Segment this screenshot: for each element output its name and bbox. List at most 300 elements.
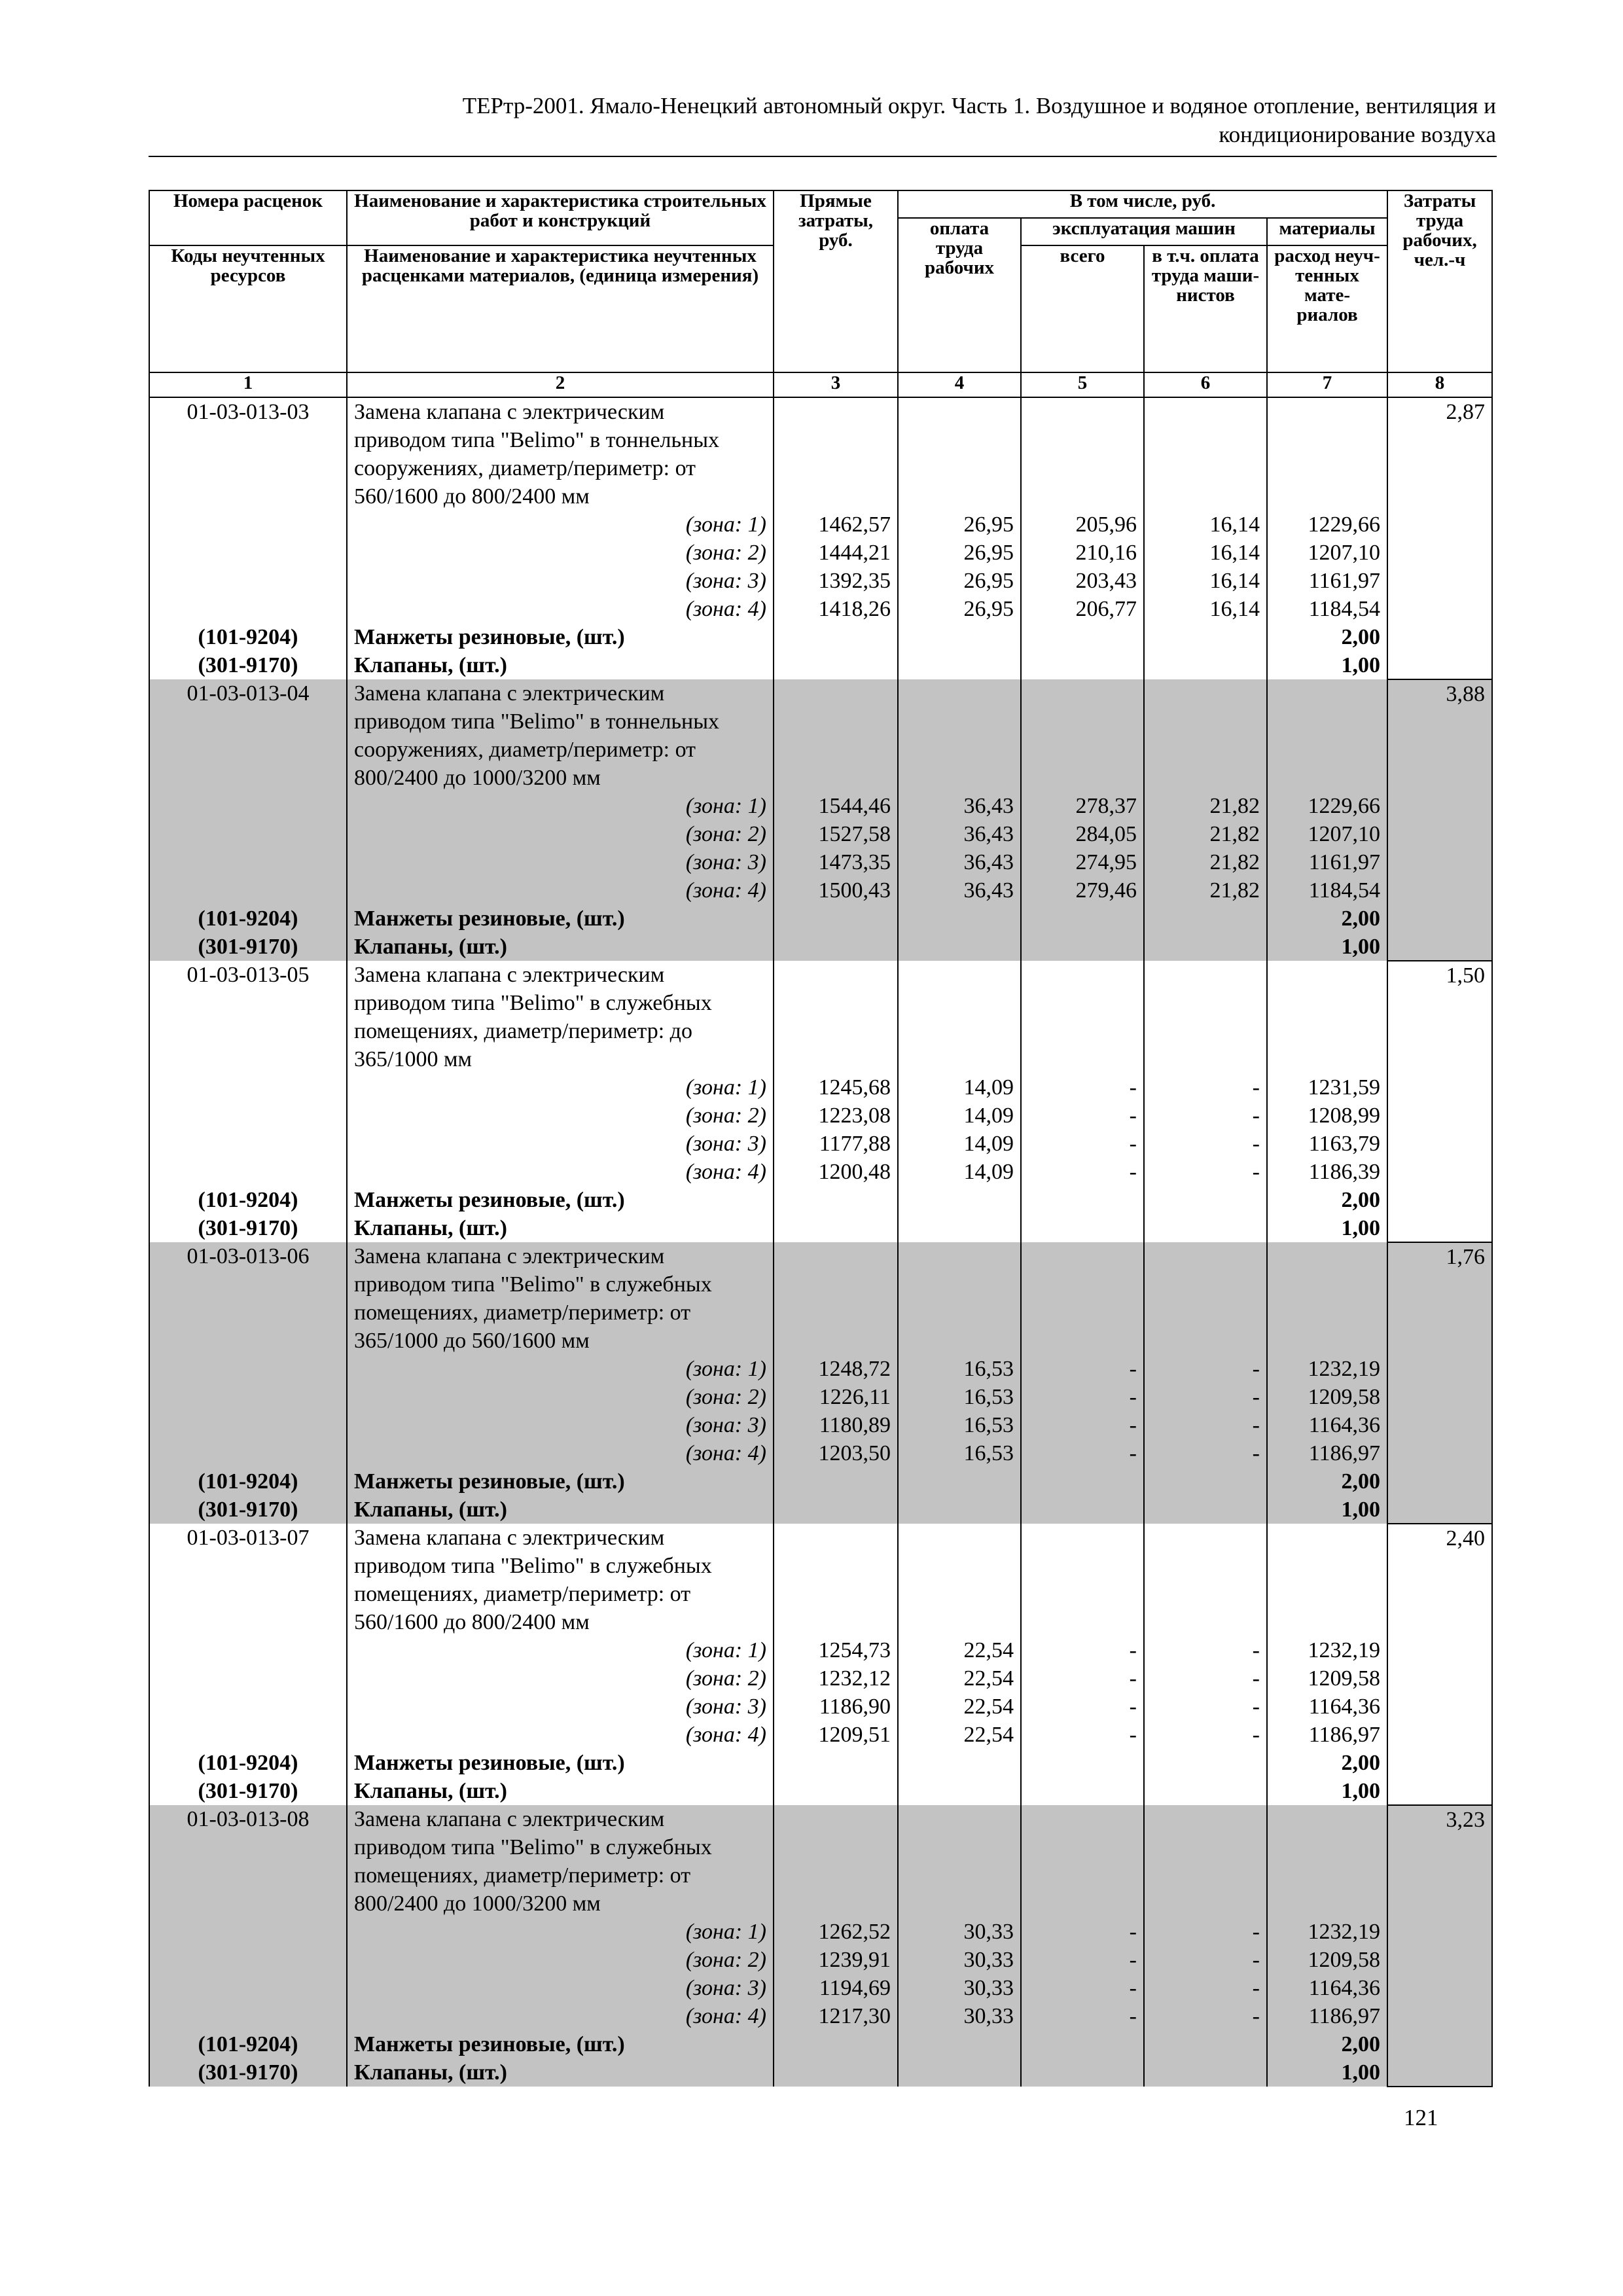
machinist-wages: 16,14: [1144, 595, 1267, 623]
rate-code-cont: [149, 1608, 347, 1636]
zone-label: (зона: 1): [347, 792, 774, 820]
empty-cell: [1021, 651, 1144, 679]
empty-cell: [1021, 933, 1144, 961]
empty-cell: [774, 679, 898, 708]
materials-cost: 1186,39: [1267, 1158, 1387, 1186]
work-description-line: Замена клапана с электрическим: [347, 397, 774, 426]
header-line-2: кондиционирование воздуха: [1219, 122, 1496, 147]
empty-cell: [1021, 1327, 1144, 1355]
table-row: [149, 1102, 1492, 1130]
machines-total: -: [1021, 1664, 1144, 1693]
empty-cell: [898, 482, 1021, 511]
rate-code-cont: [149, 1270, 347, 1299]
worker-wages: 30,33: [898, 2002, 1021, 2030]
machinist-wages: -: [1144, 1974, 1267, 2002]
empty-cell: [898, 736, 1021, 764]
empty-cell: [1144, 1242, 1267, 1270]
empty-cell: [1021, 679, 1144, 708]
worker-wages: 26,95: [898, 595, 1021, 623]
table-row: [149, 1411, 1492, 1439]
empty-cell: [1144, 1608, 1267, 1636]
empty-cell: [774, 397, 898, 426]
table-row: [149, 1693, 1492, 1721]
empty-cell: [1021, 1749, 1144, 1777]
rate-code-cont: [149, 876, 347, 905]
materials-cost: 1232,19: [1267, 1355, 1387, 1383]
col-material-name-header: Наименование и характеристика неучтенных расценками материалов, (единица измерения): [347, 245, 774, 372]
machines-total: 279,46: [1021, 876, 1144, 905]
rate-code-cont: [149, 1017, 347, 1045]
empty-cell: [774, 1524, 898, 1552]
header-rule: [149, 156, 1497, 157]
materials-cost: 1164,36: [1267, 1693, 1387, 1721]
empty-cell: [1144, 2030, 1267, 2058]
empty-cell: [1267, 454, 1387, 482]
empty-cell: [1267, 1017, 1387, 1045]
empty-cell: [898, 1552, 1021, 1580]
table-row: [149, 1467, 1492, 1496]
table-row: [149, 1496, 1492, 1524]
table-row: [149, 1861, 1492, 1890]
work-description-line: сооружениях, диаметр/периметр: от: [347, 736, 774, 764]
empty-cell: [774, 1749, 898, 1777]
empty-cell: [898, 623, 1021, 651]
table-row: [149, 2002, 1492, 2030]
machines-total: -: [1021, 2002, 1144, 2030]
table-row: [149, 1073, 1492, 1102]
rate-code: 01-03-013-05: [149, 961, 347, 989]
resource-code: (101-9204): [149, 623, 347, 651]
table-row: [149, 1158, 1492, 1186]
zone-label: (зона: 3): [347, 1693, 774, 1721]
table-row: [149, 1186, 1492, 1214]
rate-code-cont: [149, 1552, 347, 1580]
empty-cell: [1144, 1186, 1267, 1214]
resource-name: Манжеты резиновые, (шт.): [347, 623, 774, 651]
labor-cost: 2,40: [1387, 1524, 1492, 1805]
empty-cell: [898, 1299, 1021, 1327]
work-description-line: Замена клапана с электрическим: [347, 1242, 774, 1270]
rate-code-cont: [149, 1327, 347, 1355]
resource-name: Клапаны, (шт.): [347, 2058, 774, 2087]
empty-cell: [1021, 905, 1144, 933]
table-row: [149, 1636, 1492, 1664]
empty-cell: [1144, 651, 1267, 679]
table-row: [149, 595, 1492, 623]
direct-costs: 1527,58: [774, 820, 898, 848]
resource-quantity: 2,00: [1267, 1749, 1387, 1777]
empty-cell: [898, 2030, 1021, 2058]
empty-cell: [774, 764, 898, 792]
rate-code-cont: [149, 1439, 347, 1467]
rate-code-cont: [149, 1693, 347, 1721]
empty-cell: [1144, 1805, 1267, 1833]
machines-total: -: [1021, 1411, 1144, 1439]
direct-costs: 1217,30: [774, 2002, 898, 2030]
table-row: [149, 651, 1492, 679]
empty-cell: [774, 1580, 898, 1608]
rate-code: 01-03-013-04: [149, 679, 347, 708]
table-row: [149, 1833, 1492, 1861]
machines-total: -: [1021, 1636, 1144, 1664]
machinist-wages: -: [1144, 1383, 1267, 1411]
machines-total: 274,95: [1021, 848, 1144, 876]
machines-total: 203,43: [1021, 567, 1144, 595]
work-description-line: 560/1600 до 800/2400 мм: [347, 482, 774, 511]
rate-code-cont: [149, 1158, 347, 1186]
work-description-line: сооружениях, диаметр/периметр: от: [347, 454, 774, 482]
rate-code-cont: [149, 539, 347, 567]
rate-code: 01-03-013-06: [149, 1242, 347, 1270]
materials-cost: 1229,66: [1267, 792, 1387, 820]
rate-code-cont: [149, 989, 347, 1017]
empty-cell: [898, 1214, 1021, 1242]
zone-label: (зона: 1): [347, 1636, 774, 1664]
materials-cost: 1207,10: [1267, 539, 1387, 567]
empty-cell: [774, 426, 898, 454]
machines-total: 278,37: [1021, 792, 1144, 820]
materials-cost: 1163,79: [1267, 1130, 1387, 1158]
empty-cell: [1021, 1045, 1144, 1073]
materials-cost: 1209,58: [1267, 1383, 1387, 1411]
worker-wages: 36,43: [898, 792, 1021, 820]
resource-quantity: 1,00: [1267, 1496, 1387, 1524]
empty-cell: [1021, 1242, 1144, 1270]
col-rate-numbers-header: Номера расценок: [149, 190, 347, 245]
empty-cell: [1144, 1552, 1267, 1580]
direct-costs: 1500,43: [774, 876, 898, 905]
resource-code: (301-9170): [149, 1777, 347, 1805]
table-row: [149, 482, 1492, 511]
rate-code-cont: [149, 1355, 347, 1383]
empty-cell: [774, 1467, 898, 1496]
machinist-wages: 21,82: [1144, 876, 1267, 905]
rate-code-cont: [149, 2002, 347, 2030]
direct-costs: 1444,21: [774, 539, 898, 567]
empty-cell: [774, 1805, 898, 1833]
empty-cell: [1021, 397, 1144, 426]
empty-cell: [898, 1833, 1021, 1861]
machines-total: 284,05: [1021, 820, 1144, 848]
machinist-wages: 21,82: [1144, 792, 1267, 820]
rate-code-cont: [149, 1974, 347, 2002]
empty-cell: [898, 2058, 1021, 2087]
empty-cell: [898, 1242, 1021, 1270]
machines-total: -: [1021, 1974, 1144, 2002]
empty-cell: [1144, 1214, 1267, 1242]
worker-wages: 36,43: [898, 848, 1021, 876]
empty-cell: [774, 1890, 898, 1918]
worker-wages: 36,43: [898, 876, 1021, 905]
empty-cell: [1267, 1833, 1387, 1861]
direct-costs: 1245,68: [774, 1073, 898, 1102]
table-row: [149, 1552, 1492, 1580]
table-row: [149, 1214, 1492, 1242]
table-row: [149, 933, 1492, 961]
empty-cell: [774, 1186, 898, 1214]
work-description-line: помещениях, диаметр/периметр: от: [347, 1861, 774, 1890]
empty-cell: [774, 1777, 898, 1805]
empty-cell: [1144, 482, 1267, 511]
resource-code: (301-9170): [149, 2058, 347, 2087]
table-row: [149, 1017, 1492, 1045]
col-labor-header: Затраты труда рабочих, чел.-ч: [1387, 190, 1492, 372]
worker-wages: 16,53: [898, 1383, 1021, 1411]
empty-cell: [1021, 1299, 1144, 1327]
table-row: [149, 623, 1492, 651]
empty-cell: [1144, 1749, 1267, 1777]
empty-cell: [1144, 623, 1267, 651]
zone-label: (зона: 1): [347, 1073, 774, 1102]
empty-cell: [1021, 1017, 1144, 1045]
table-row: [149, 511, 1492, 539]
col-resource-codes-header: Коды неучтенных ресурсов: [149, 245, 347, 372]
table-row: [149, 1270, 1492, 1299]
machines-total: -: [1021, 1158, 1144, 1186]
empty-cell: [1021, 454, 1144, 482]
worker-wages: 14,09: [898, 1130, 1021, 1158]
empty-cell: [1021, 1524, 1144, 1552]
col-number: 2: [347, 372, 774, 397]
table-row: [149, 539, 1492, 567]
zone-label: (зона: 2): [347, 1664, 774, 1693]
table-row: [149, 1974, 1492, 2002]
page-number: 121: [1404, 2105, 1438, 2130]
labor-cost: 1,76: [1387, 1242, 1492, 1524]
table-row: [149, 792, 1492, 820]
empty-cell: [774, 1327, 898, 1355]
zone-label: (зона: 3): [347, 567, 774, 595]
zone-label: (зона: 2): [347, 1383, 774, 1411]
machines-total: -: [1021, 1383, 1144, 1411]
worker-wages: 14,09: [898, 1073, 1021, 1102]
materials-cost: 1184,54: [1267, 595, 1387, 623]
worker-wages: 22,54: [898, 1721, 1021, 1749]
rate-code-cont: [149, 426, 347, 454]
empty-cell: [898, 1496, 1021, 1524]
empty-cell: [1144, 1890, 1267, 1918]
empty-cell: [1021, 1467, 1144, 1496]
table-row: [149, 876, 1492, 905]
empty-cell: [1021, 708, 1144, 736]
resource-name: Клапаны, (шт.): [347, 1214, 774, 1242]
table-row: [149, 1580, 1492, 1608]
zone-label: (зона: 2): [347, 539, 774, 567]
empty-cell: [898, 1805, 1021, 1833]
materials-cost: 1207,10: [1267, 820, 1387, 848]
table-row: [149, 2030, 1492, 2058]
empty-cell: [1267, 1805, 1387, 1833]
empty-cell: [1144, 1580, 1267, 1608]
machinist-wages: -: [1144, 1073, 1267, 1102]
empty-cell: [898, 1608, 1021, 1636]
empty-cell: [1144, 1777, 1267, 1805]
resource-quantity: 1,00: [1267, 1777, 1387, 1805]
empty-cell: [774, 1270, 898, 1299]
worker-wages: 36,43: [898, 820, 1021, 848]
direct-costs: 1177,88: [774, 1130, 898, 1158]
table-row: [149, 961, 1492, 989]
worker-wages: 26,95: [898, 539, 1021, 567]
direct-costs: 1200,48: [774, 1158, 898, 1186]
machinist-wages: -: [1144, 1102, 1267, 1130]
empty-cell: [1267, 736, 1387, 764]
table-row: [149, 1890, 1492, 1918]
zone-label: (зона: 4): [347, 595, 774, 623]
direct-costs: 1254,73: [774, 1636, 898, 1664]
materials-cost: 1229,66: [1267, 511, 1387, 539]
empty-cell: [1267, 1299, 1387, 1327]
direct-costs: 1462,57: [774, 511, 898, 539]
empty-cell: [898, 1861, 1021, 1890]
machinist-wages: 16,14: [1144, 539, 1267, 567]
resource-quantity: 1,00: [1267, 1214, 1387, 1242]
empty-cell: [1267, 1327, 1387, 1355]
empty-cell: [1021, 736, 1144, 764]
table-row: [149, 764, 1492, 792]
rate-code-cont: [149, 1721, 347, 1749]
empty-cell: [898, 961, 1021, 989]
col-number: 3: [774, 372, 898, 397]
machinist-wages: 16,14: [1144, 511, 1267, 539]
empty-cell: [1144, 905, 1267, 933]
empty-cell: [1144, 426, 1267, 454]
empty-cell: [898, 454, 1021, 482]
resource-name: Клапаны, (шт.): [347, 1496, 774, 1524]
materials-cost: 1164,36: [1267, 1411, 1387, 1439]
work-description-line: приводом типа "Belimo" в тоннельных: [347, 426, 774, 454]
machines-total: 210,16: [1021, 539, 1144, 567]
resource-code: (301-9170): [149, 1496, 347, 1524]
worker-wages: 16,53: [898, 1355, 1021, 1383]
resource-quantity: 2,00: [1267, 905, 1387, 933]
empty-cell: [1021, 1833, 1144, 1861]
work-description-line: приводом типа "Belimo" в тоннельных: [347, 708, 774, 736]
worker-wages: 26,95: [898, 567, 1021, 595]
machines-total: -: [1021, 1439, 1144, 1467]
work-description-line: 365/1000 мм: [347, 1045, 774, 1073]
rate-code-cont: [149, 1833, 347, 1861]
empty-cell: [898, 989, 1021, 1017]
rate-code-cont: [149, 511, 347, 539]
table-row: [149, 1918, 1492, 1946]
rate-code-cont: [149, 820, 347, 848]
empty-cell: [898, 1890, 1021, 1918]
machinist-wages: -: [1144, 1946, 1267, 1974]
table-row: [149, 1383, 1492, 1411]
empty-cell: [1021, 1552, 1144, 1580]
empty-cell: [1021, 764, 1144, 792]
zone-label: (зона: 4): [347, 876, 774, 905]
resource-quantity: 2,00: [1267, 2030, 1387, 2058]
direct-costs: 1248,72: [774, 1355, 898, 1383]
table-row: [149, 1946, 1492, 1974]
resource-code: (101-9204): [149, 1467, 347, 1496]
empty-cell: [1021, 426, 1144, 454]
empty-cell: [898, 1327, 1021, 1355]
table-row: [149, 397, 1492, 426]
direct-costs: 1194,69: [774, 1974, 898, 2002]
direct-costs: 1209,51: [774, 1721, 898, 1749]
zone-label: (зона: 4): [347, 1439, 774, 1467]
resource-quantity: 1,00: [1267, 933, 1387, 961]
empty-cell: [1267, 1045, 1387, 1073]
materials-cost: 1232,19: [1267, 1918, 1387, 1946]
machinist-wages: -: [1144, 1355, 1267, 1383]
zone-label: (зона: 1): [347, 511, 774, 539]
direct-costs: 1239,91: [774, 1946, 898, 1974]
empty-cell: [1021, 2058, 1144, 2087]
zone-label: (зона: 1): [347, 1918, 774, 1946]
table-row: [149, 1664, 1492, 1693]
empty-cell: [774, 1214, 898, 1242]
worker-wages: 30,33: [898, 1946, 1021, 1974]
empty-cell: [898, 1749, 1021, 1777]
rate-code-cont: [149, 1045, 347, 1073]
machinist-wages: 21,82: [1144, 848, 1267, 876]
empty-cell: [1021, 1861, 1144, 1890]
rate-code-cont: [149, 1299, 347, 1327]
empty-cell: [1021, 1270, 1144, 1299]
resource-name: Клапаны, (шт.): [347, 651, 774, 679]
materials-cost: 1186,97: [1267, 1439, 1387, 1467]
worker-wages: 26,95: [898, 511, 1021, 539]
table-row: [149, 820, 1492, 848]
work-description-line: Замена клапана с электрическим: [347, 679, 774, 708]
empty-cell: [1144, 1467, 1267, 1496]
empty-cell: [1021, 1777, 1144, 1805]
table-row: [149, 989, 1492, 1017]
empty-cell: [1267, 1524, 1387, 1552]
work-description-line: 800/2400 до 1000/3200 мм: [347, 1890, 774, 1918]
empty-cell: [1144, 961, 1267, 989]
empty-cell: [1267, 1552, 1387, 1580]
rate-code-cont: [149, 482, 347, 511]
empty-cell: [1267, 1861, 1387, 1890]
empty-cell: [1144, 1270, 1267, 1299]
table-row: [149, 1299, 1492, 1327]
empty-cell: [774, 1496, 898, 1524]
machinist-wages: 16,14: [1144, 567, 1267, 595]
machinist-wages: -: [1144, 1130, 1267, 1158]
materials-cost: 1209,58: [1267, 1664, 1387, 1693]
zone-label: (зона: 1): [347, 1355, 774, 1383]
materials-cost: 1231,59: [1267, 1073, 1387, 1102]
table-row: [149, 1439, 1492, 1467]
direct-costs: 1223,08: [774, 1102, 898, 1130]
empty-cell: [898, 679, 1021, 708]
work-description-line: помещениях, диаметр/периметр: от: [347, 1580, 774, 1608]
empty-cell: [1144, 708, 1267, 736]
table-row: [149, 2058, 1492, 2087]
empty-cell: [774, 961, 898, 989]
machinist-wages: 21,82: [1144, 820, 1267, 848]
direct-costs: 1418,26: [774, 595, 898, 623]
direct-costs: 1473,35: [774, 848, 898, 876]
empty-cell: [898, 1467, 1021, 1496]
empty-cell: [1267, 961, 1387, 989]
zone-label: (зона: 2): [347, 1102, 774, 1130]
empty-cell: [774, 1242, 898, 1270]
empty-cell: [1144, 933, 1267, 961]
materials-cost: 1209,58: [1267, 1946, 1387, 1974]
labor-cost: 3,23: [1387, 1805, 1492, 2087]
empty-cell: [898, 1777, 1021, 1805]
rates-table: [149, 190, 1493, 2087]
zone-label: (зона: 4): [347, 1158, 774, 1186]
empty-cell: [774, 933, 898, 961]
empty-cell: [1021, 1496, 1144, 1524]
